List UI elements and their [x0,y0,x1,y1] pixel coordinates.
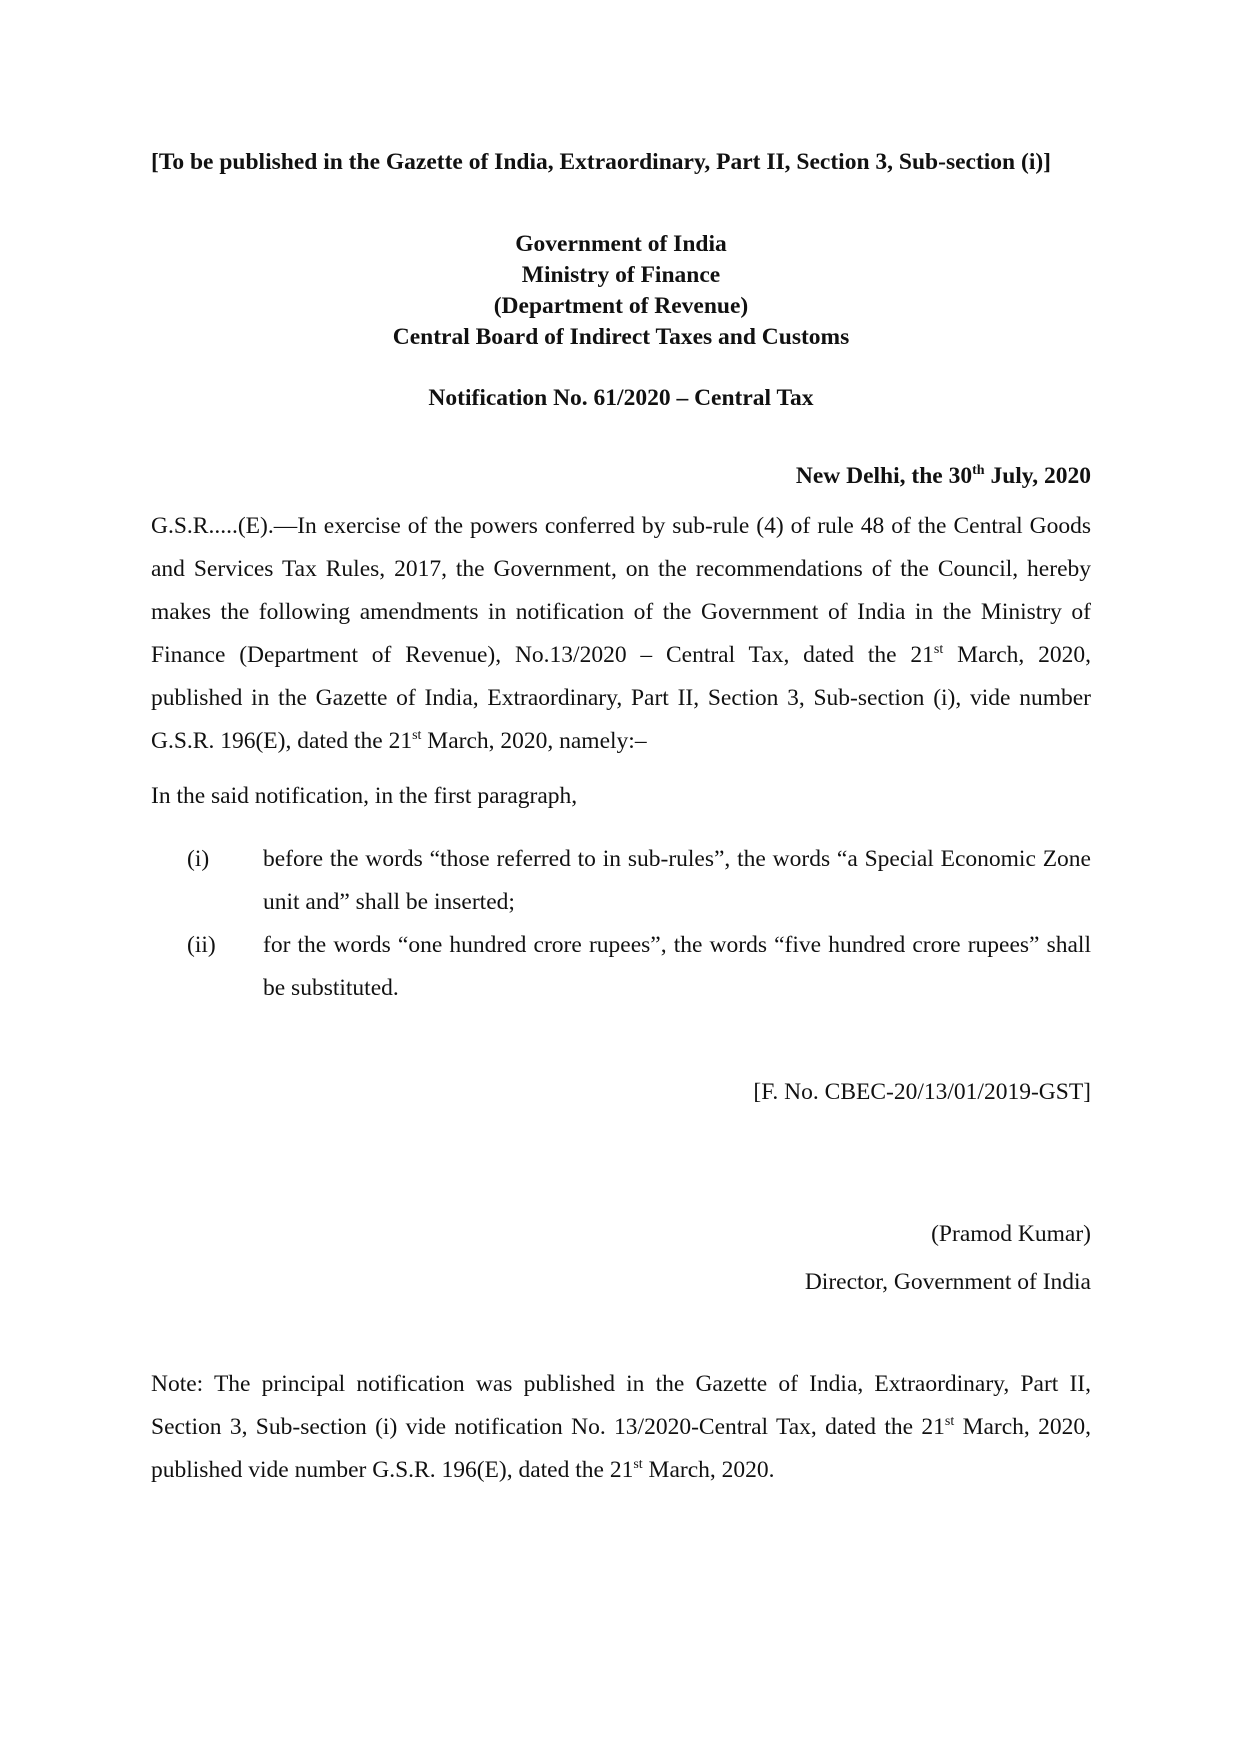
note-paragraph [151,1363,1091,1492]
body-text-part1: G.S.R.....(E).—In exercise of the powers conferred by sub-rule (4) of rule 48 of the Central Goods and Services Tax Rules, 2017, the Government, on the recommendations of the Council, hereby makes the following amendments in notification of the Government of India in the Ministry of Finance (Department of Revenue), No.13/2020 – Central Tax, dated the 21 [151,513,1091,668]
note-text-part2: March, 2020, published vide number G.S.R. 196(E), dated the 21 [151,1414,1092,1483]
body-text-part3: March, 2020, namely:– [421,728,647,754]
place-date [151,461,1091,491]
body-paragraph [151,505,1091,763]
issuer-block [151,229,1091,353]
gazette-publication-header: [To be published in the Gazette of India, Extraordinary, Part II, Section 3, Sub-section (i)] [151,149,1051,175]
notification-title: Notification No. 61/2020 – Central Tax [428,385,814,411]
body-ordinal-2: st [412,728,422,744]
note-text-part3: March, 2020. [642,1457,775,1483]
signatory-designation: Director, Government of India [804,1269,1091,1295]
amendment-clause [151,838,1091,924]
note-text-part1: Note: The principal notification was published in the Gazette of India, Extraordinary, Part II, Section 3, Sub-section (i) vide notification No. 13/2020-Central Tax, dated the 21 [151,1371,1091,1440]
place-date-suffix: July, 2020 [984,463,1091,489]
body-ordinal-1: st [933,642,944,658]
issuer-government: Government of India [515,231,727,257]
issuer-department: (Department of Revenue) [493,293,749,319]
body-text-part2: March, 2020, published in the Gazette of India, Extraordinary, Part II, Section 3, Sub-section (i), vide number G.S.R. 196(E), dated the 21 [151,642,1091,754]
signatory-name: (Pramod Kumar) [931,1221,1091,1247]
note-ordinal-2: st [633,1457,643,1473]
file-number: [F. No. CBEC-20/13/01/2019-GST] [753,1079,1091,1105]
issuer-board: Central Board of Indirect Taxes and Customs [392,324,850,350]
clause-text: before the words “those referred to in sub-rules”, the words “a Special Economic Zone unit and” shall be inserted; [263,846,1091,915]
clause-number: (i) [187,846,210,872]
issuer-ministry: Ministry of Finance [521,262,721,288]
amendment-clause [151,924,1091,1010]
place-date-ordinal: th [972,463,985,479]
clause-text: for the words “one hundred crore rupees”, the words “five hundred crore rupees” shall be substituted. [263,932,1091,1001]
note-ordinal-1: st [944,1414,955,1430]
place-date-prefix: New Delhi, the 30 [795,463,973,489]
clause-number: (ii) [187,932,216,958]
amendment-intro: In the said notification, in the first paragraph, [151,783,578,809]
